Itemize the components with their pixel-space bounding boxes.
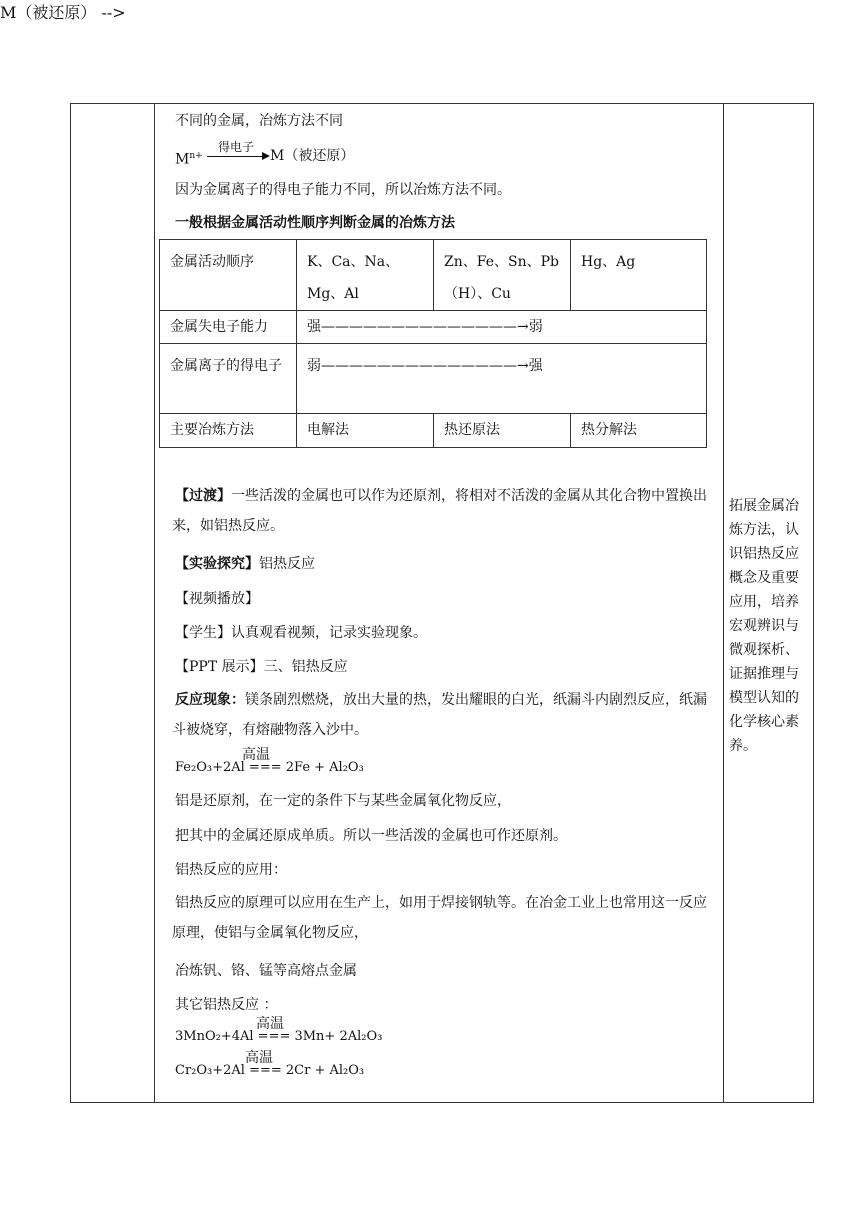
arrow-label: 得电子 bbox=[218, 140, 255, 154]
table-cell: 金属活动顺序 bbox=[160, 240, 297, 311]
activity-series-table bbox=[159, 239, 707, 448]
equation-2: 3MnO₂+4Al === 3Mn+ 2Al₂O₃ bbox=[175, 1029, 383, 1044]
equation-1: Fe₂O₃+2Al === 2Fe + Al₂O₃ bbox=[175, 760, 364, 775]
student-line: 【学生】认真观看视频，记录实验现象。 bbox=[175, 625, 427, 641]
body-line-1: 铝是还原剂，在一定的条件下与某些金属氧化物反应， bbox=[175, 793, 511, 809]
phenomenon-paragraph: 反应现象：镁条剧烈燃烧，放出大量的热，发出耀眼的白光，纸漏斗内剧烈反应，纸漏斗被烧穿，有熔融物落入沙中。 bbox=[172, 692, 707, 738]
explore-line: 【实验探究】铝热反应 bbox=[175, 556, 315, 572]
body-line-5: 冶炼钒、铬、锰等高熔点金属 bbox=[175, 963, 357, 979]
reaction-arrow-line bbox=[207, 156, 265, 157]
video-line: 【视频播放】 bbox=[175, 591, 259, 607]
table-cell: 弱——————————————→强 bbox=[297, 344, 707, 414]
table-row bbox=[160, 311, 707, 344]
table-cell: 金属离子的得电子 bbox=[160, 344, 297, 414]
table-row bbox=[160, 240, 707, 311]
design-intent-text: 拓展金属冶炼方法，认识铝热反应概念及重要应用，培养宏观辨识与微观探析、证据推理与模型认知的化学核心素养。 bbox=[729, 498, 799, 754]
transition-text: 一些活泼的金属也可以作为还原剂，将相对不活泼的金属从其化合物中置换出来，如铝热反应。 bbox=[172, 488, 707, 534]
condition-high-temp-3: 高温 bbox=[245, 1050, 273, 1066]
table-cell: 热还原法 bbox=[434, 414, 571, 448]
application-paragraph: 铝热反应的原理可以应用在生产上，如用于焊接钢轨等。在冶金工业上也常用这一反应原理，使铝与金属氧化物反应， bbox=[172, 895, 707, 941]
table-cell: 热分解法 bbox=[571, 414, 707, 448]
transition-tag: 【过渡】 bbox=[175, 488, 231, 504]
table-cell: 主要冶炼方法 bbox=[160, 414, 297, 448]
equation-3: Cr₂O₃+2Al === 2Cr + Al₂O₃ bbox=[175, 1063, 365, 1078]
body-line-6: 其它铝热反应 ： bbox=[175, 997, 278, 1013]
table-cell: Hg、Ag bbox=[571, 240, 707, 311]
condition-high-temp-1: 高温 bbox=[242, 747, 270, 763]
column-divider-1 bbox=[154, 104, 155, 1102]
table-row bbox=[160, 344, 707, 414]
condition-high-temp-2: 高温 bbox=[256, 1016, 284, 1032]
section-heading: 一般根据金属活动性顺序判断金属的冶炼方法 bbox=[175, 215, 455, 231]
ion-label: $M^{n+}$ bbox=[175, 151, 203, 168]
body-line-2: 把其中的金属还原成单质。所以一些活泼的金属也可作还原剂。 bbox=[175, 828, 567, 844]
transition-paragraph bbox=[172, 481, 717, 541]
line-reason: 因为金属离子的得电子能力不同，所以冶炼方法不同。 bbox=[175, 182, 511, 198]
reduced-text: M（被还原） bbox=[270, 148, 355, 164]
table-row bbox=[160, 414, 707, 448]
table-cell: 金属失电子能力 bbox=[160, 311, 297, 344]
ppt-line: 【PPT 展示】三、铝热反应 bbox=[175, 659, 348, 675]
table-cell: 强——————————————→弱 bbox=[297, 311, 707, 344]
table-cell: 电解法 bbox=[297, 414, 434, 448]
table-cell: Zn、Fe、Sn、Pb（H）、Cu bbox=[434, 240, 571, 311]
line-different-metals: 不同的金属，冶炼方法不同 bbox=[175, 113, 343, 129]
body-line-3: 铝热反应的应用： bbox=[175, 862, 287, 878]
reaction-arrowhead bbox=[262, 152, 270, 160]
column-divider-2 bbox=[723, 104, 724, 1102]
table-cell: K、Ca、Na、Mg、Al bbox=[297, 240, 434, 311]
